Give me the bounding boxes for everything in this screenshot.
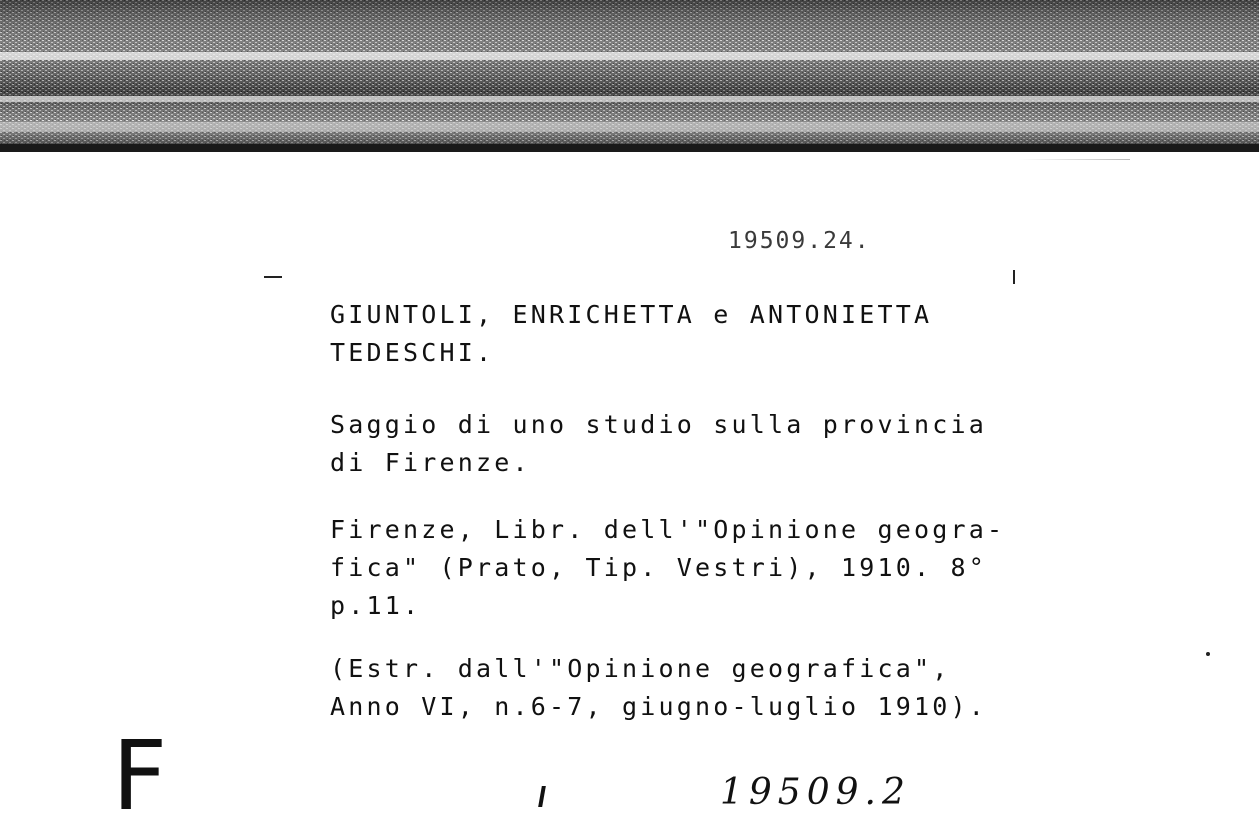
margin-mark-right [1013, 270, 1015, 284]
author-line-2: TEDESCHI. [330, 338, 495, 367]
call-number: 19509.24. [728, 228, 871, 254]
speck-mark [1206, 652, 1210, 656]
note-block [330, 650, 987, 726]
title-block [330, 406, 987, 482]
author-line-1: GIUNTOLI, ENRICHETTA e ANTONIETTA [330, 300, 933, 329]
imprint-block [330, 511, 1005, 625]
note-line-1: (Estr. dall'"Opinione geografica", [330, 654, 951, 683]
note-line-2: Anno VI, n.6-7, giugno-luglio 1910). [330, 692, 988, 721]
margin-mark [264, 276, 282, 278]
author-heading [330, 296, 932, 372]
scanner-edge-band [0, 0, 1259, 160]
imprint-line-1: Firenze, Libr. dell'"Opinione geogra- [330, 515, 1006, 544]
title-line-2: di Firenze. [330, 448, 531, 477]
title-line-1: Saggio di uno studio sulla provincia [330, 410, 988, 439]
next-card-letter: F [112, 720, 168, 832]
imprint-line-3: p.11. [330, 591, 422, 620]
imprint-line-2: fica" (Prato, Tip. Vestri), 1910. 8° [330, 553, 988, 582]
next-card-handwritten-number: 19509.2 [720, 772, 911, 813]
